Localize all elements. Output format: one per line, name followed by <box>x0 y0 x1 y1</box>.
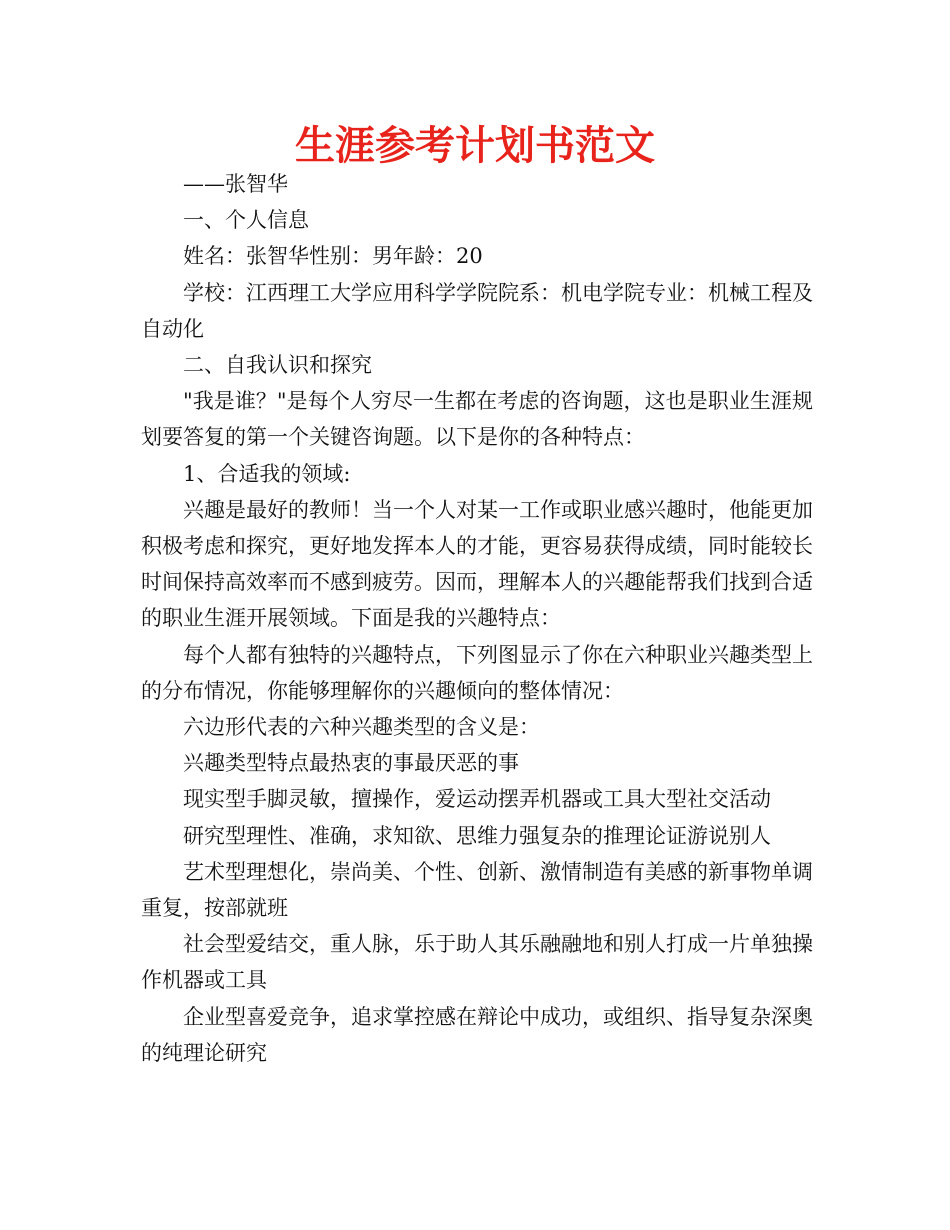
paragraph-hexagon-meaning: 六边形代表的六种兴趣类型的含义是： <box>183 715 540 740</box>
interest-table-header: 兴趣类型特点最热衷的事最厌恶的事 <box>183 751 519 776</box>
document-body <box>141 166 813 1071</box>
section-heading-self-awareness: 二、自我认识和探究 <box>183 353 372 378</box>
section-heading-personal-info: 一、个人信息 <box>183 208 309 233</box>
author-line: ——张智华 <box>183 172 288 196</box>
interest-type-social: 社会型爱结交，重人脉，乐于助人其乐融融地和别人打成一片单独操作机器或工具 <box>141 932 813 993</box>
paragraph-name-gender-age: 姓名：张智华性别：男年龄：20 <box>183 244 483 269</box>
interest-type-realistic: 现实型手脚灵敏，擅操作，爱运动摆弄机器或工具大型社交活动 <box>183 787 771 812</box>
document-title: 生涯参考计划书范文 <box>295 123 655 169</box>
paragraph-who-am-i: "我是谁？"是每个人穷尽一生都在考虑的咨询题，这也是职业生涯规划要答复的第一个关键咨询题。以下是你的各种特点： <box>141 389 813 450</box>
interest-type-artistic: 艺术型理想化，崇尚美、个性、创新、激情制造有美感的新事物单调重复，按部就班 <box>141 859 813 921</box>
paragraph-interest-distribution: 每个人都有独特的兴趣特点，下列图显示了你在六种职业兴趣类型上的分布情况，你能够理解你的兴趣倾向的整体情况： <box>141 642 813 703</box>
interest-type-enterprising: 企业型喜爱竞争，追求掌控感在辩论中成功，或组织、指导复杂深奥的纯理论研究 <box>141 1004 813 1065</box>
paragraph-interest: 兴趣是最好的教师！当一个人对某一工作或职业感兴趣时，他能更加积极考虑和探究，更好地发挥本人的才能，更容易获得成绩，同时能较长时间保持高效率而不感到疲劳。因而，理解本人的兴趣能帮我们找到合适的职业生涯开展领域。下面是我的兴趣特点： <box>141 497 813 631</box>
interest-type-investigative: 研究型理性、准确，求知欲、思维力强复杂的推理论证游说别人 <box>183 823 771 848</box>
paragraph-school: 学校：江西理工大学应用科学学院院系：机电学院专业：机械工程及自动化 <box>141 280 813 341</box>
subheading-suitable-field: 1、合适我的领域: <box>183 461 351 486</box>
